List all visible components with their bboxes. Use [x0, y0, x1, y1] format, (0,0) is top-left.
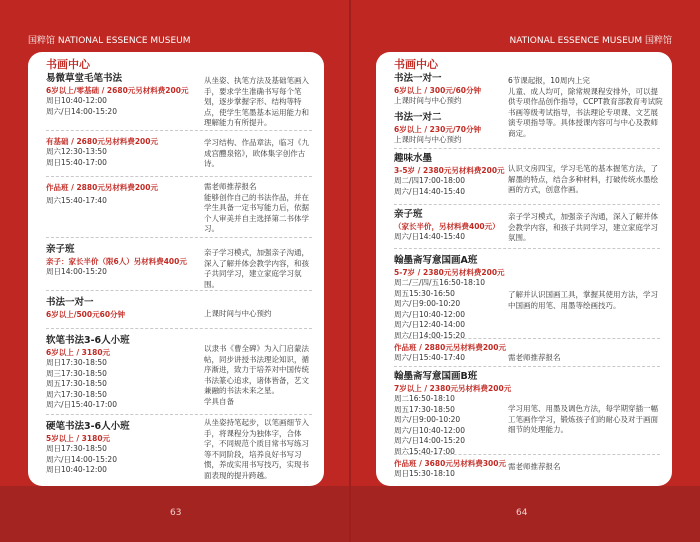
course-heading: 书法一对一: [46, 297, 94, 308]
course-description: 需老师推荐报名 能够创作自己的书法作品，并在学生具备一定书写能力后，依据个人审美并自主选择第二书体学习。: [204, 182, 309, 233]
course-price: 7岁以上 / 2380元另材料费200元: [394, 384, 512, 393]
divider: [46, 176, 312, 177]
course-time: 周六12:30-13:50: [46, 147, 107, 156]
course-time: 周六17:30-18:50: [46, 389, 107, 399]
course-description: 亲子学习模式，加强亲子沟通，深入了解并体会教学内容，和孩子共同学习，建立家庭学习氛围。: [508, 212, 658, 242]
course-time: 周五17:30-18:50: [46, 379, 107, 388]
course-time: 周二/三/四/五16:50-18:10: [394, 278, 486, 287]
course-price: 3-5岁 / 2380元另材料费200元: [394, 166, 505, 175]
course-time: 周六15:40-17:40: [46, 196, 107, 205]
course-heading: 趣味水墨: [394, 153, 433, 164]
course-price: 5-7岁 / 2380元另材料费200元: [394, 268, 505, 277]
course-time: 周六/日10:40-12:00: [394, 309, 465, 319]
course-description: 了解并认识国画工具，掌握其使用方法，学习中国画的用笔、用墨等绘画技巧。: [508, 290, 658, 310]
course-time: 周二/四17:00-18:00: [394, 176, 465, 185]
page-number: 64: [516, 508, 528, 518]
course-time: 周日15:40-17:00: [46, 157, 107, 167]
course-heading: 易微草堂毛笔书法: [46, 73, 123, 84]
course-time: 周六/日14:00-15:20: [394, 330, 465, 340]
course-price: 5岁以上 / 3180元: [46, 434, 111, 443]
course-price: 作品班 / 2880元另材料费200元: [394, 343, 506, 352]
divider: [46, 130, 312, 131]
course-description: 以隶书《曹全碑》为入门启蒙法帖，同步讲授书法理论知识，循序渐进，致力于培养对中国传统书法篆心追求，诸体皆备，艺文兼融的书法未来之星。 学具自备: [204, 344, 309, 406]
course-description: 6节课起报，10周内上完 儿童、成人均可，除常规课程安排外，可以提供专项作品创作指导，CCPT教育部教育考试院书画等级考试指导，书法理论专项课、文艺展演专项指导等。具体授课内容可与中心及教师商定。: [508, 76, 663, 138]
divider: [394, 148, 660, 149]
course-time: 周日17:30-18:50: [46, 444, 107, 453]
course-price: 6岁以上/500元60分钟: [46, 310, 126, 319]
page-title: 书画中心: [394, 58, 438, 71]
course-time: 上课时间与中心预约: [394, 134, 462, 144]
course-time: 周三17:30-18:50: [46, 368, 107, 378]
course-description: 认识文房四宝，学习毛笔的基本握笔方法，了解墨的特点，结合多种材料，打破传统水墨绘画的方式，创意作画。: [508, 164, 658, 194]
course-time: 周日10:40-12:00: [46, 465, 107, 474]
course-time: 上课时间与中心预约: [394, 96, 462, 105]
right-running-header: NATIONAL ESSENCE MUSEUM 国粹馆: [509, 36, 672, 46]
course-price: 亲子：家长半价（限6人）另材料费400元: [46, 257, 187, 266]
course-time: 周日17:30-18:50: [46, 358, 107, 367]
course-time: 周六/日10:40-12:00: [394, 425, 465, 435]
course-description: 从坐姿、执笔方法及基础笔画入手，要求学生准确书写每个笔划，逐步掌握字形、结构等特点，使学生笔墨基本运用能力和理解能力有所提升。: [204, 76, 309, 127]
course-time: 周二16:50-18:10: [394, 394, 455, 403]
divider: [394, 454, 660, 455]
course-price: 6岁以上 / 300元/60分钟: [394, 86, 482, 95]
divider: [394, 248, 660, 249]
divider: [46, 237, 312, 238]
course-price: （家长半价，另材料费400元）: [394, 222, 500, 231]
divider: [394, 338, 660, 339]
course-time: 周日10:40-12:00: [46, 96, 107, 105]
course-price: 有基础 / 2680元另材料费200元: [46, 137, 158, 146]
course-time: 周六/日14:00-15:20: [46, 106, 117, 116]
course-description: 上课时间与中心预约: [204, 309, 272, 318]
course-heading: 硬笔书法3-6人小班: [46, 421, 130, 432]
course-time: 周六/日9:00-10:20: [394, 299, 461, 308]
divider: [46, 414, 312, 415]
course-time: 周日15:30-18:10: [394, 469, 455, 478]
course-time: 周六15:40-17:00: [394, 446, 455, 456]
course-time: 周六/日12:40-14:00: [394, 320, 465, 329]
course-price: 6岁以上 / 230元/70分钟: [394, 124, 482, 134]
course-time: 周六/日14:40-15:40: [394, 232, 465, 241]
right-page-card: [376, 52, 672, 486]
course-heading: 书法一对二: [394, 111, 442, 123]
course-time: 周五17:30-18:50: [394, 404, 455, 414]
page-number: 63: [170, 508, 182, 518]
course-time: 周六/日15:40-17:00: [46, 400, 117, 409]
course-price: 作品班 / 3680元另材料费300元: [394, 459, 506, 468]
left-page-card: [28, 52, 324, 486]
divider: [46, 290, 312, 291]
course-heading: 亲子班: [394, 209, 423, 220]
course-time: 周六/日14:40-15:40: [394, 186, 465, 196]
divider: [46, 328, 312, 329]
course-description: 亲子学习模式，加强亲子沟通，深入了解并体会教学内容，和孩子共同学习，建立家庭学习氛围。: [204, 248, 309, 289]
course-price: 6岁以上/零基础 / 2680元另材料费200元: [46, 86, 189, 95]
divider: [394, 204, 660, 205]
course-time: 周六/日9:00-10:20: [394, 415, 461, 424]
course-description: 从坐姿持笔起步，以笔画细节入手，将课程分为独体字，合体字，不同规范个质目常书写练习等不同阶段，培养良好书写习惯，养成实用书写技巧，实现书面表现的提升跨越。: [204, 418, 309, 480]
left-running-header: 国粹馆 NATIONAL ESSENCE MUSEUM: [28, 36, 191, 46]
course-price: 6岁以上 / 3180元: [46, 348, 111, 357]
course-price: 作品班 / 2880元另材料费200元: [46, 183, 158, 192]
course-heading: 软笔书法3-6人小班: [46, 335, 130, 346]
course-time: 周五15:30-16:50: [394, 288, 455, 298]
course-description: 学习用笔、用墨及调色方法，每学期穿插一幅工笔画作学习，锻炼孩子们的耐心及对于画面细节的处理能力。: [508, 404, 658, 434]
course-heading: 亲子班: [46, 244, 75, 255]
course-description: 需老师推荐报名: [508, 462, 561, 471]
page-title: 书画中心: [46, 58, 90, 71]
course-time: 周六/日14:00-15:20: [394, 436, 465, 445]
course-time: 周六/日15:40-17:40: [394, 353, 465, 362]
course-description: 学习结构、作品章法，临习《九成宫醴泉铭》，欧体集字创作古诗。: [204, 138, 309, 168]
divider: [394, 366, 660, 367]
course-heading: 翰墨斋写意国画A班: [394, 255, 478, 266]
course-time: 周日14:00-15:20: [46, 267, 107, 276]
course-time: 周六/日14:00-15:20: [46, 454, 117, 464]
course-heading: 翰墨斋写意国画B班: [394, 371, 478, 382]
book-spine: [349, 0, 351, 542]
course-heading: 书法一对一: [394, 73, 442, 84]
course-description: 需老师推荐报名: [508, 353, 561, 362]
